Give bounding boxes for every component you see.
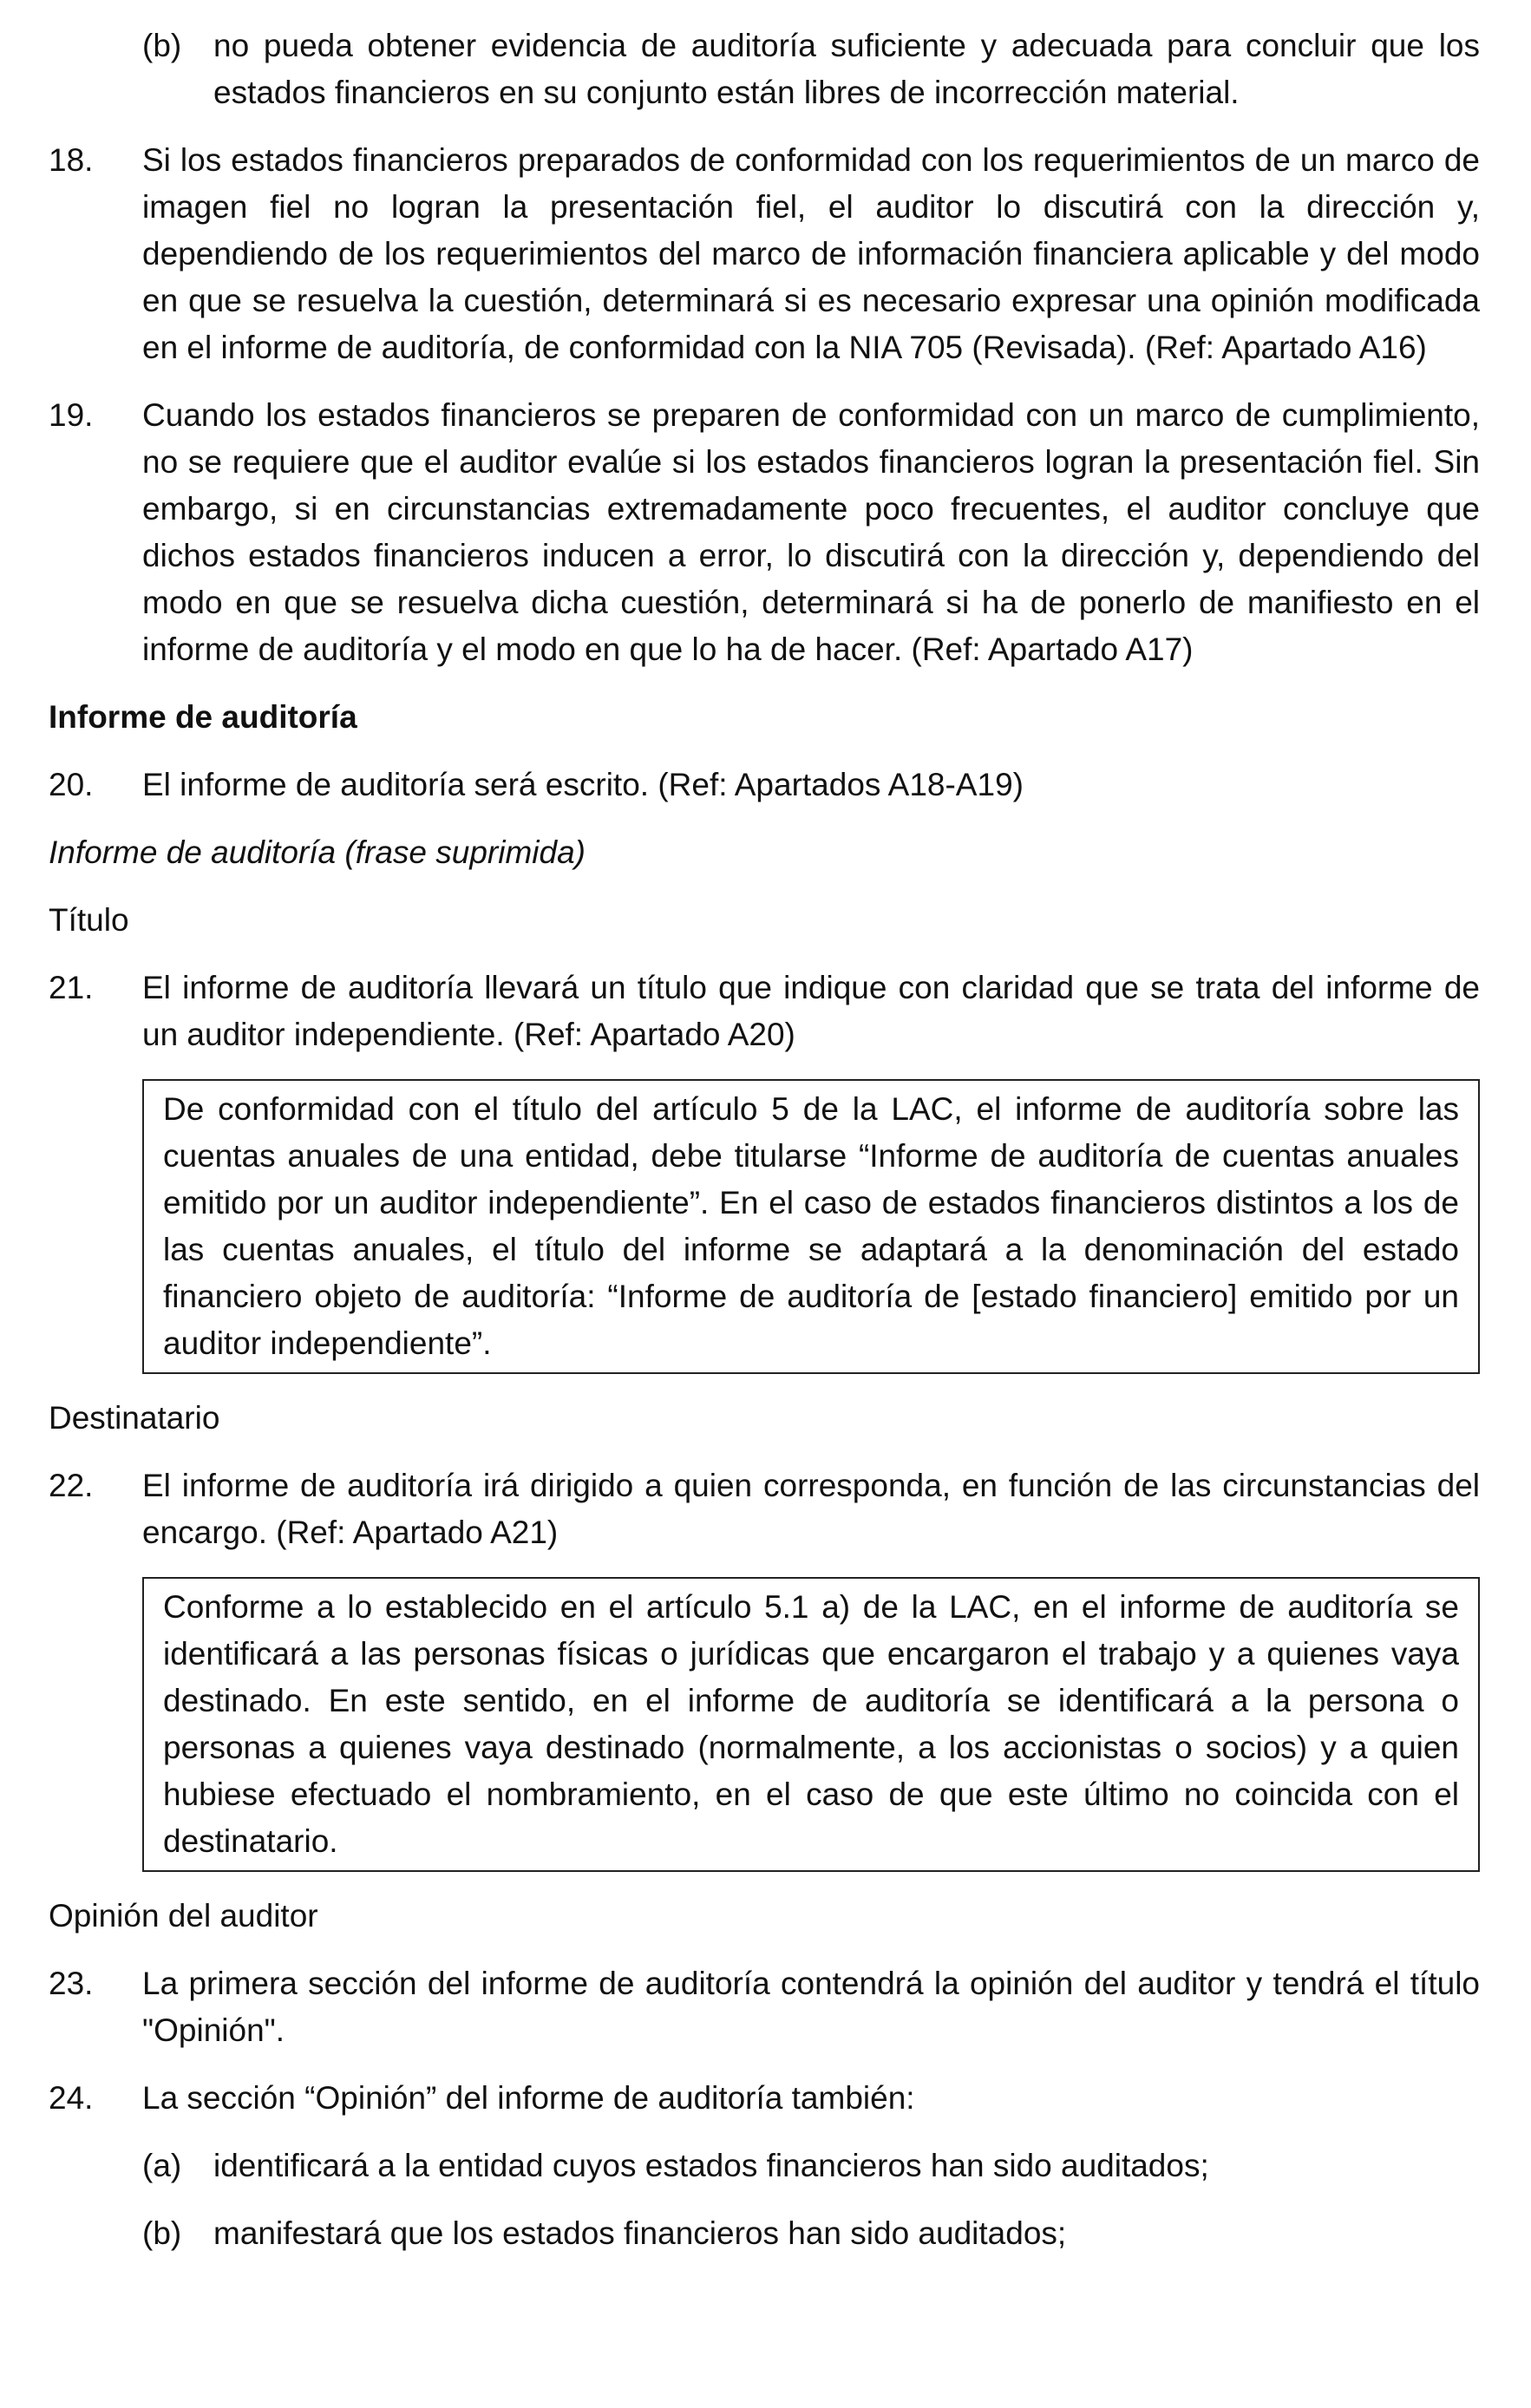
paragraph-text: Cuando los estados financieros se preparen de conformidad con un marco de cumplimiento, no se requiere que el auditor evalúe si los estados financieros logran la presentación fiel. Sin embargo, si en circunstancias extremadamente poco frecuentes, el auditor concluye que dichos estados financieros inducen a error, lo discutirá con la dirección y, dependiendo del modo en que se resuelva dicha cuestión, determinará si ha de ponerlo de manifiesto en el informe de auditoría y el modo en que lo ha de hacer. (Ref: Apartado A17) — [142, 397, 1480, 667]
paragraph-text: La primera sección del informe de auditoría contendrá la opinión del auditor y tendrá el título "Opinión". — [142, 1966, 1480, 2048]
item-text: identificará a la entidad cuyos estados financieros han sido auditados; — [213, 2148, 1209, 2183]
paragraph-text: El informe de auditoría llevará un título que indique con claridad que se trata del informe de un auditor independiente. (Ref: Apartado A20) — [142, 970, 1480, 1052]
item-text: manifestará que los estados financieros han sido auditados; — [213, 2215, 1067, 2251]
paragraph-23 — [49, 1960, 1480, 2054]
paragraph-22 — [49, 1462, 1480, 1556]
paragraph-number: 19. — [49, 397, 94, 433]
list-item-b — [142, 2210, 1480, 2257]
paragraph-number: 23. — [49, 1966, 94, 2001]
heading-titulo: Título — [49, 902, 129, 938]
paragraph-24 — [49, 2075, 1480, 2122]
paragraph-21 — [49, 965, 1480, 1058]
item-label: (a) — [142, 2148, 182, 2183]
paragraph-number: 24. — [49, 2080, 94, 2116]
document-page — [49, 23, 1480, 2278]
heading-opinion-del-auditor: Opinión del auditor — [49, 1898, 318, 1934]
list-item-b-top — [142, 23, 1480, 116]
paragraph-19 — [49, 392, 1480, 673]
paragraph-text: La sección “Opinión” del informe de auditoría también: — [142, 2080, 915, 2116]
paragraph-number: 20. — [49, 767, 94, 802]
paragraph-text: El informe de auditoría irá dirigido a quien corresponda, en función de las circunstancias del encargo. (Ref: Apartado A21) — [142, 1468, 1480, 1550]
paragraph-number: 22. — [49, 1468, 94, 1503]
paragraph-20 — [49, 762, 1480, 808]
item-text: no pueda obtener evidencia de auditoría suficiente y adecuada para concluir que los estados financieros en su conjunto están libres de incorrección material. — [213, 28, 1480, 110]
paragraph-text: Si los estados financieros preparados de conformidad con los requerimientos de un marco de imagen fiel no logran la presentación fiel, el auditor lo discutirá con la dirección y, dependiendo de los requerimientos del marco de información financiera aplicable y del modo en que se resuelva la cuestión, determinará si es necesario expresar una opinión modificada en el informe de auditoría, de conformidad con la NIA 705 (Revisada). (Ref: Apartado A16) — [142, 142, 1480, 365]
paragraph-number: 21. — [49, 970, 94, 1005]
heading-destinatario: Destinatario — [49, 1400, 220, 1436]
paragraph-text: El informe de auditoría será escrito. (Ref: Apartados A18-A19) — [142, 767, 1024, 802]
heading-informe-frase-suprimida: Informe de auditoría (frase suprimida) — [49, 834, 586, 870]
paragraph-number: 18. — [49, 142, 94, 178]
list-item-a — [142, 2143, 1480, 2189]
item-label: (b) — [142, 2215, 182, 2251]
paragraph-18 — [49, 137, 1480, 371]
heading-informe-de-auditoria: Informe de auditoría — [49, 699, 357, 735]
note-box-destinatario: Conforme a lo establecido en el artículo 5.1 a) de la LAC, en el informe de auditoría se identificará a las personas físicas o jurídicas que encargaron el trabajo y a quienes vaya destinado. En este sentido, en el informe de auditoría se identificará a la persona o personas a quienes vaya destinado (normalmente, a los accionistas o socios) y a quien hubiese efectuado el nombramiento, en el caso de que este último no coincida con el destinatario. — [142, 1577, 1480, 1872]
item-label: (b) — [142, 28, 182, 63]
note-box-titulo: De conformidad con el título del artículo 5 de la LAC, el informe de auditoría sobre las cuentas anuales de una entidad, debe titularse “Informe de auditoría de cuentas anuales emitido por un auditor independiente”. En el caso de estados financieros distintos a los de las cuentas anuales, el título del informe se adaptará a la denominación del estado financiero objeto de auditoría: “Informe de auditoría de [estado financiero] emitido por un auditor independiente”. — [142, 1079, 1480, 1374]
